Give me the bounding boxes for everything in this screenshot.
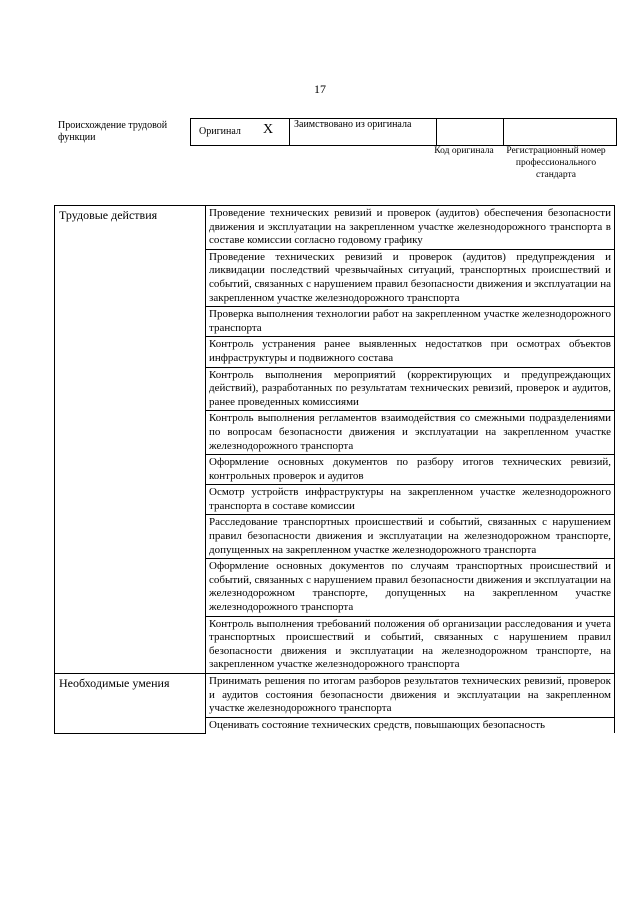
table-cell: Проведение технических ревизий и проверок (аудитов) предупреждения и ликвидации последствий чрезвычайных ситуаций, транспортных происшествий и событий, связанных с нарушением правил безопасности движения и эксплуатации на закрепленном участке железнодорожного транспорта [206, 249, 615, 306]
original-mark: X [263, 122, 274, 137]
table-cell: Проверка выполнения технологии работ на закрепленном участке железнодорожного транспорта [206, 307, 615, 337]
table-cell: Принимать решения по итогам разборов результатов технических ревизий, проверок и аудитов состояния безопасности движения и эксплуатации на закрепленном участке железнодорожного транспорта [206, 674, 615, 718]
reg-number-cell [504, 119, 617, 146]
table-cell: Осмотр устройств инфраструктуры на закрепленном участке железнодорожного транспорта в составе комиссии [206, 485, 615, 515]
code-caption: Код оригинала [434, 146, 494, 156]
table-row [55, 206, 615, 250]
original-label: Оригинал [199, 126, 241, 137]
table-cell: Проведение технических ревизий и проверок (аудитов) обеспечения безопасности движения и эксплуатации на закрепленном участке железнодорожного транспорта в составе комиссии согласно годовому графику [206, 206, 615, 250]
origin-label: Происхождение трудовой функции [58, 120, 168, 143]
table-cell: Контроль выполнения регламентов взаимодействия со смежными подразделениями по вопросам безопасности движения и эксплуатации на закрепленном участке железнодорожного транспорта [206, 411, 615, 455]
table-cell: Оформление основных документов по разбору итогов технических ревизий, контрольных проверок и аудитов [206, 455, 615, 485]
table-cell: Оформление основных документов по случаям транспортных происшествий и событий, связанных с нарушением правил безопасности движения и эксплуатации на железнодорожном транспорте, допущенных на закрепленном участке железнодорожного транспорта [206, 559, 615, 616]
table-cell: Контроль устранения ранее выявленных недостатков при осмотрах объектов инфраструктуры и подвижного состава [206, 337, 615, 367]
table-cell: Расследование транспортных происшествий и событий, связанных с нарушением правил безопасности движения и эксплуатации на железнодорожном транспорте, допущенных на закрепленном участке железнодорожного транспорта [206, 515, 615, 559]
page-number: 17 [314, 82, 326, 96]
section-title-skills: Необходимые умения [55, 674, 206, 734]
functions-table [54, 205, 615, 734]
borrowed-cell: Заимствовано из оригинала [290, 119, 437, 146]
section-title-actions: Трудовые действия [55, 206, 206, 674]
table-cell: Оценивать состояние технических средств, повышающих безопасность [206, 717, 615, 733]
reg-caption: Регистрационный номер профессионального стандарта [506, 146, 606, 180]
table-row [55, 674, 615, 718]
table-cell: Контроль выполнения требований положения об организации расследования и учета транспортных происшествий и событий, связанных с нарушением правил безопасности движения и эксплуатации на железнодорожном транспорте, на закрепленном участке железнодорожного транспорта [206, 616, 615, 673]
origin-table [190, 118, 617, 146]
table-cell: Контроль выполнения мероприятий (корректирующих и предупреждающих действий), разработанных по результатам технических ревизий, проверок и аудитов, ранее проведенных комиссиями [206, 367, 615, 411]
code-cell [437, 119, 504, 146]
original-cell [191, 119, 290, 146]
